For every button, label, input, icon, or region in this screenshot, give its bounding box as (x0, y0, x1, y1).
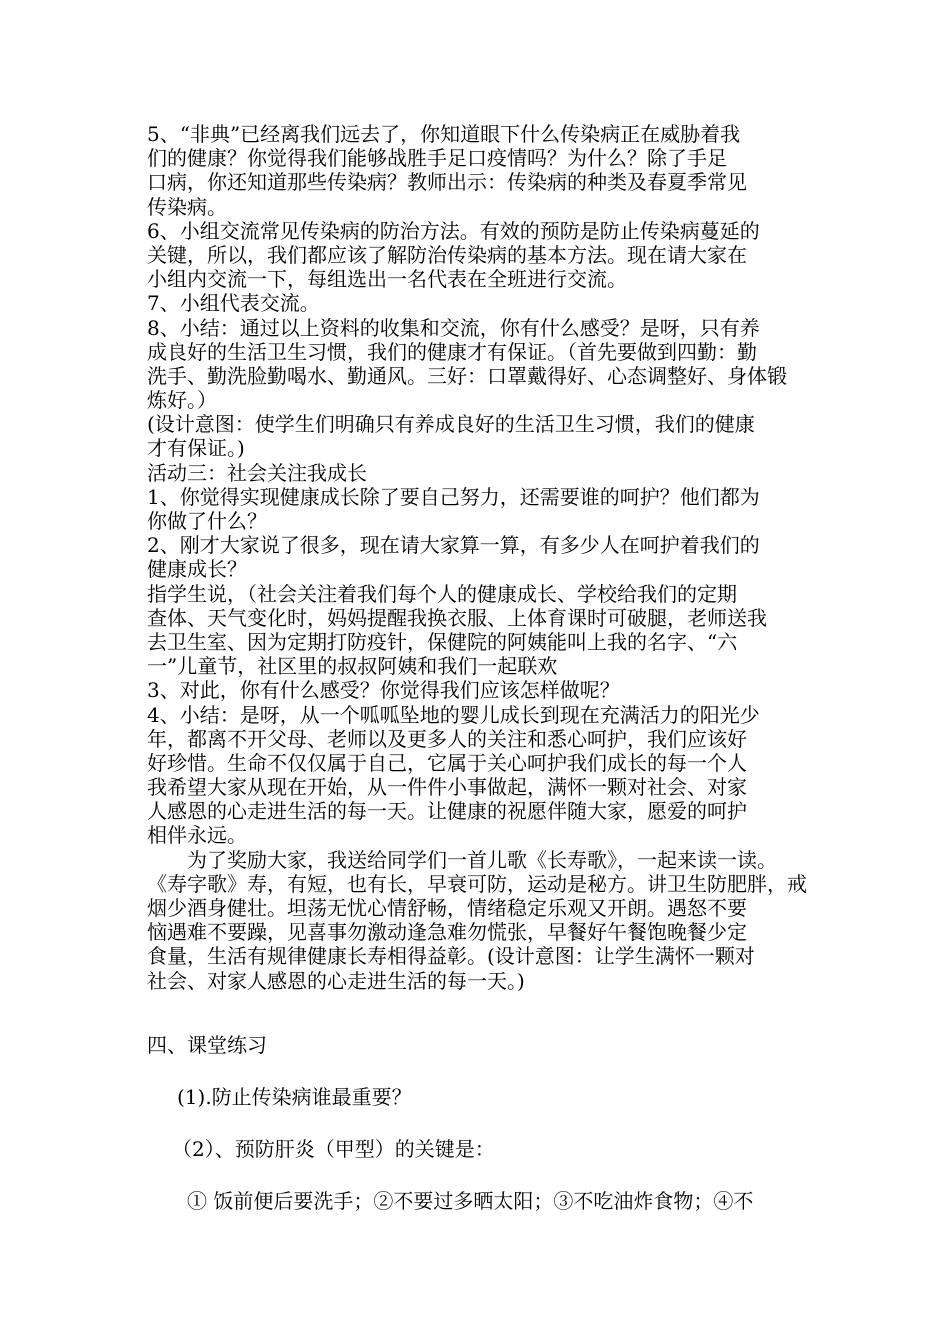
text-line: 社会、对家人感恩的心走进生活的每一天。) (147, 968, 525, 993)
text-line: 活动三：社会关注我成长 (147, 460, 367, 485)
text-line: 恼遇难不要躁，见喜事勿激动逢急难勿慌张，早餐好午餐饱晚餐少定 (147, 920, 747, 945)
text-line: 人感恩的心走进生活的每一天。让健康的祝愿伴随大家，愿爱的呵护 (147, 799, 747, 824)
paragraph (147, 122, 817, 219)
text-line: 4、小结：是呀，从一个呱呱坠地的婴儿成长到现在充满活力的阳光少 (147, 702, 760, 727)
text-line: 小组内交流一下，每组选出一名代表在全班进行交流。 (147, 267, 627, 292)
text-line: 1、你觉得实现健康成长除了要自己努力，还需要谁的呵护？他们都为 (147, 484, 760, 509)
text-line: 关键，所以，我们都应该了解防治传染病的基本方法。现在请大家在 (147, 242, 747, 267)
section-heading: 四、课堂练习 (147, 1032, 267, 1057)
text-line: 7、小组代表交流。 (147, 291, 320, 316)
paragraph (147, 316, 817, 413)
text-line: 你做了什么？ (147, 509, 267, 533)
paragraph (147, 582, 817, 679)
exercise-question-2: （2）、预防肝炎（甲型）的关键是： (172, 1137, 495, 1162)
text-line: 3、对此，你有什么感受？你觉得我们应该怎样做呢？ (147, 678, 620, 703)
text-line: 8、小结：通过以上资料的收集和交流，你有什么感受？是呀，只有养 (147, 315, 760, 340)
text-line: 好珍惜。生命不仅仅属于自己，它属于关心呵护我们成长的每一个人 (147, 750, 747, 775)
paragraph (147, 219, 817, 292)
text-line: 传染病。 (147, 194, 227, 219)
text-line: 《寿字歌》寿，有短，也有长，早衰可防，运动是秘方。讲卫生防肥胖，戒 (147, 871, 807, 896)
text-line: 洗手、勤洗脸勤喝水、勤通风。三好：口罩戴得好、心态调整好、身体锻 (147, 363, 787, 388)
text-line: 相伴永远。 (147, 823, 247, 848)
text-line: (设计意图：使学生们明确只有养成良好的生活卫生习惯，我们的健康 (147, 412, 755, 437)
text-line: 才有保证。) (147, 436, 245, 461)
paragraph (147, 678, 817, 702)
text-line: 成良好的生活卫生习惯，我们的健康才有保证。（首先要做到四勤：勤 (147, 339, 757, 364)
text-line: 我希望大家从现在开始，从一件件小事做起，满怀一颗对社会、对家 (147, 775, 747, 800)
paragraph (147, 461, 817, 485)
text-line: 健康成长？ (147, 557, 247, 582)
paragraph (147, 533, 817, 581)
paragraph-list (147, 122, 817, 848)
text-line: 指学生说，（社会关注着我们每个人的健康成长、学校给我们的定期 (147, 581, 737, 606)
text-line: 2、刚才大家说了很多，现在请大家算一算，有多少人在呵护着我们的 (147, 533, 760, 558)
text-line: 去卫生室、因为定期打防疫针，保健院的阿姨能叫上我的名字、“六 (147, 629, 738, 654)
paragraph (147, 703, 817, 848)
document-body (147, 122, 817, 1214)
reward-first-line: 为了奖励大家，我送给同学们一首儿歌《长寿歌》，一起来读一读。 (187, 847, 777, 872)
text-line: 6、小组交流常见传染病的防治方法。有效的预防是防止传染病蔓延的 (147, 218, 760, 243)
text-line: 查体、天气变化时，妈妈提醒我换衣服、上体育课时可破腿，老师送我 (147, 605, 767, 630)
text-line: 们的健康？你觉得我们能够战胜手足口疫情吗？为什么？除了手足 (147, 146, 727, 171)
exercise-question-1: (1).防止传染病谁最重要？ (177, 1084, 412, 1109)
reward-lines (147, 872, 817, 993)
text-line: 炼好。） (147, 388, 217, 413)
exercise-question-2-options: ① 饭前便后要洗手；②不要过多晒太阳；③不吃油炸食物；④不 (187, 1189, 754, 1214)
paragraph (147, 412, 817, 460)
paragraph (147, 291, 817, 315)
text-line: 食量，生活有规律健康长寿相得益彰。(设计意图：让学生满怀一颗对 (147, 944, 755, 969)
reward-paragraph (147, 848, 817, 993)
text-line: 5、“非典”已经离我们远去了，你知道眼下什么传染病正在威胁着我 (147, 122, 741, 146)
text-line: 年，都离不开父母、老师以及更多人的关注和悉心呵护，我们应该好 (147, 726, 747, 751)
text-line: 烟少酒身健壮。坦荡无忧心情舒畅，情绪稳定乐观又开朗。遇怒不要 (147, 896, 747, 920)
text-line: 口病，你还知道那些传染病？教师出示：传染病的种类及春夏季常见 (147, 170, 747, 195)
text-line: 一”儿童节，社区里的叔叔阿姨和我们一起联欢 (147, 654, 558, 679)
paragraph (147, 485, 817, 533)
